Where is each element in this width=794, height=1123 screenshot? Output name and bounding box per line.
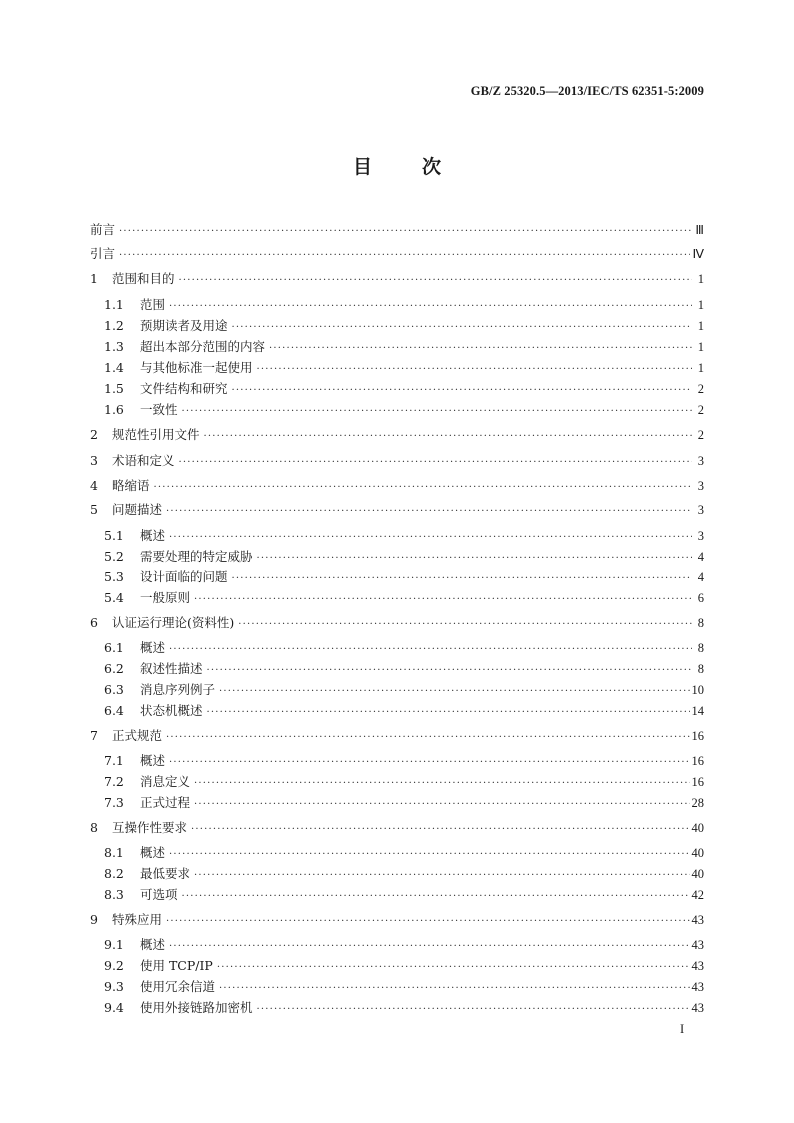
toc-entry-label: 前言 — [90, 222, 116, 237]
toc-entry-number: 6 — [90, 615, 98, 630]
toc-entry-number: 6.4 — [104, 703, 124, 718]
toc-entry-label: 一致性 — [140, 402, 178, 417]
toc-entry-label: 文件结构和研究 — [140, 381, 228, 396]
toc-entry[interactable] — [90, 613, 704, 633]
toc-entry-number: 7.1 — [104, 753, 124, 768]
toc-entry-label: 与其他标准一起使用 — [140, 360, 253, 375]
toc-entry-number: 7 — [90, 728, 98, 743]
toc-entry-page: 28 — [691, 796, 704, 810]
toc-entry-page: 3 — [697, 454, 704, 468]
toc-dot-leader — [219, 979, 689, 999]
toc-dot-leader — [238, 615, 692, 635]
toc-dot-leader — [207, 661, 692, 681]
toc-entry-page: 40 — [691, 846, 704, 860]
toc-entry-label: 概述 — [140, 937, 166, 952]
toc-entry[interactable] — [90, 451, 704, 471]
toc-entry[interactable] — [90, 726, 704, 746]
toc-entry[interactable] — [90, 269, 704, 289]
toc-dot-leader — [232, 381, 692, 401]
toc-entry-number: 6.2 — [104, 661, 124, 676]
toc-entry-page: 4 — [697, 550, 704, 564]
toc-entry-page: 8 — [697, 641, 704, 655]
toc-entry-label: 互操作性要求 — [112, 820, 188, 835]
page-title — [0, 152, 794, 179]
toc-entry[interactable] — [90, 244, 704, 264]
toc-entry-number: 5.2 — [104, 549, 124, 564]
toc-entry-number: 1.1 — [104, 297, 124, 312]
toc-entry-page: 1 — [697, 319, 704, 333]
toc-entry-number: 1 — [90, 271, 98, 286]
toc-entry[interactable] — [90, 843, 704, 863]
toc-dot-leader — [169, 297, 692, 317]
toc-entry[interactable] — [90, 885, 704, 905]
toc-entry-number: 6.1 — [104, 640, 124, 655]
toc-entry-label: 概述 — [140, 528, 166, 543]
toc-dot-leader — [191, 820, 689, 840]
toc-dot-leader — [232, 569, 692, 589]
toc-dot-leader — [169, 937, 689, 957]
toc-entry-label: 超出本部分范围的内容 — [140, 339, 266, 354]
toc-entry[interactable] — [90, 295, 704, 315]
toc-entry-number: 4 — [90, 478, 98, 493]
toc-entry-label: 一般原则 — [140, 590, 191, 605]
toc-dot-leader — [154, 478, 692, 498]
toc-entry-page: 3 — [697, 479, 704, 493]
title-char-2: 次 — [422, 156, 442, 178]
toc-entry-number: 9.3 — [104, 979, 124, 994]
toc-entry[interactable] — [90, 500, 704, 520]
toc-entry-page: 16 — [691, 754, 704, 768]
toc-dot-leader — [179, 271, 692, 291]
toc-entry-label: 略缩语 — [112, 478, 150, 493]
toc-entry-label: 消息序列例子 — [140, 682, 216, 697]
toc-entry[interactable] — [90, 956, 704, 976]
toc-entry-label: 认证运行理论(资料性) — [112, 615, 235, 630]
toc-entry[interactable] — [90, 547, 704, 567]
toc-entry-page: 2 — [697, 428, 704, 442]
toc-entry-page: Ⅳ — [692, 247, 704, 261]
toc-entry-label: 叙述性描述 — [140, 661, 203, 676]
toc-dot-leader — [194, 795, 689, 815]
toc-entry-number: 9.4 — [104, 1000, 124, 1015]
toc-entry-number: 1.4 — [104, 360, 124, 375]
toc-entry[interactable] — [90, 910, 704, 930]
toc-entry-label: 正式过程 — [140, 795, 191, 810]
toc-dot-leader — [169, 753, 689, 773]
toc-dot-leader — [166, 728, 689, 748]
toc-entry-number: 9.2 — [104, 958, 124, 973]
toc-entry-number: 1.2 — [104, 318, 124, 333]
toc-entry-number: 7.2 — [104, 774, 124, 789]
toc-entry[interactable] — [90, 400, 704, 420]
toc-entry-label: 预期读者及用途 — [140, 318, 228, 333]
page-number: I — [680, 1022, 685, 1036]
toc-entry-label: 使用 TCP/IP — [140, 958, 213, 973]
toc-entry[interactable] — [90, 818, 704, 838]
toc-entry-page: 40 — [691, 821, 704, 835]
toc-entry-number: 9.1 — [104, 937, 124, 952]
toc-entry-label: 概述 — [140, 753, 166, 768]
toc-entry[interactable] — [90, 476, 704, 496]
toc-entry-page: 43 — [691, 913, 704, 927]
toc-dot-leader — [194, 590, 692, 610]
toc-entry-page: 42 — [691, 888, 704, 902]
toc-entry-label: 消息定义 — [140, 774, 191, 789]
toc-entry-page: 4 — [697, 570, 704, 584]
toc-entry-label: 设计面临的问题 — [140, 569, 228, 584]
toc-entry[interactable] — [90, 935, 704, 955]
toc-entry-number: 1.5 — [104, 381, 124, 396]
toc-entry-label: 使用外接链路加密机 — [140, 1000, 253, 1015]
toc-dot-leader — [166, 502, 692, 522]
toc-entry-label: 使用冗余信道 — [140, 979, 216, 994]
toc-entry-page: 43 — [691, 938, 704, 952]
toc-entry-page: 2 — [697, 403, 704, 417]
toc-entry[interactable] — [90, 358, 704, 378]
toc-entry-page: 1 — [697, 272, 704, 286]
toc-dot-leader — [217, 958, 690, 978]
toc-dot-leader — [257, 360, 692, 380]
toc-entry-number: 5.4 — [104, 590, 124, 605]
toc-entry-page: 16 — [691, 775, 704, 789]
toc-dot-leader — [207, 703, 690, 723]
toc-entry-page: 6 — [697, 591, 704, 605]
toc-entry-page: 43 — [691, 980, 704, 994]
toc-entry-label: 特殊应用 — [112, 912, 163, 927]
toc-entry-label: 最低要求 — [140, 866, 191, 881]
toc-entry-page: 3 — [697, 503, 704, 517]
toc-dot-leader — [119, 222, 692, 242]
toc-entry-number: 8.2 — [104, 866, 124, 881]
toc-dot-leader — [182, 887, 690, 907]
toc-entry-page: 1 — [697, 361, 704, 375]
toc-entry[interactable] — [90, 588, 704, 608]
toc-entry-page: Ⅲ — [695, 223, 704, 237]
toc-entry[interactable] — [90, 772, 704, 792]
toc-entry-number: 9 — [90, 912, 98, 927]
toc-dot-leader — [169, 640, 692, 660]
toc-dot-leader — [169, 528, 692, 548]
toc-entry-number: 3 — [90, 453, 98, 468]
toc-entry-number: 5 — [90, 502, 98, 517]
toc-entry-page: 8 — [697, 616, 704, 630]
toc-dot-leader — [269, 339, 692, 359]
toc-entry-page: 3 — [697, 529, 704, 543]
toc-entry-number: 5.1 — [104, 528, 124, 543]
toc-entry-label: 正式规范 — [112, 728, 163, 743]
toc-dot-leader — [194, 866, 689, 886]
toc-entry-page: 14 — [691, 704, 704, 718]
toc-entry-label: 范围和目的 — [112, 271, 175, 286]
toc-entry-page: 8 — [697, 662, 704, 676]
toc-entry-page: 16 — [691, 729, 704, 743]
toc-entry-label: 需要处理的特定威胁 — [140, 549, 253, 564]
toc-entry[interactable] — [90, 526, 704, 546]
toc-entry-page: 43 — [691, 1001, 704, 1015]
toc-entry[interactable] — [90, 793, 704, 813]
toc-entry-page: 2 — [697, 382, 704, 396]
toc-entry-label: 范围 — [140, 297, 166, 312]
toc-dot-leader — [169, 845, 689, 865]
title-char-1: 目 — [352, 156, 372, 178]
toc-entry-label: 概述 — [140, 845, 166, 860]
toc-entry-label: 规范性引用文件 — [112, 427, 200, 442]
toc-entry-number: 8 — [90, 820, 98, 835]
toc-entry[interactable] — [90, 659, 704, 679]
toc-dot-leader — [179, 453, 692, 473]
toc-dot-leader — [232, 318, 692, 338]
toc-entry-label: 术语和定义 — [112, 453, 175, 468]
toc-entry-page: 43 — [691, 959, 704, 973]
toc-entry-number: 1.3 — [104, 339, 124, 354]
toc-entry[interactable] — [90, 751, 704, 771]
toc-entry[interactable] — [90, 977, 704, 997]
toc-dot-leader — [257, 549, 692, 569]
toc-entry[interactable] — [90, 337, 704, 357]
toc-dot-leader — [257, 1000, 690, 1020]
toc-entry-number: 8.1 — [104, 845, 124, 860]
toc-entry-number: 7.3 — [104, 795, 124, 810]
toc-entry-page: 1 — [697, 298, 704, 312]
toc-entry-label: 引言 — [90, 246, 116, 261]
toc-dot-leader — [204, 427, 692, 447]
toc-dot-leader — [182, 402, 692, 422]
toc-entry-number: 6.3 — [104, 682, 124, 697]
toc-entry[interactable] — [90, 220, 704, 240]
toc-entry[interactable] — [90, 701, 704, 721]
toc-dot-leader — [194, 774, 689, 794]
toc-entry[interactable] — [90, 680, 704, 700]
toc-entry[interactable] — [90, 567, 704, 587]
toc-entry[interactable] — [90, 998, 704, 1018]
toc-dot-leader — [119, 246, 690, 266]
toc-entry[interactable] — [90, 316, 704, 336]
toc-entry-number: 2 — [90, 427, 98, 442]
toc-entry[interactable] — [90, 864, 704, 884]
toc-dot-leader — [166, 912, 689, 932]
toc-entry[interactable] — [90, 638, 704, 658]
standard-code: GB/Z 25320.5—2013/IEC/TS 62351-5:2009 — [470, 84, 704, 98]
toc-entry-label: 可选项 — [140, 887, 178, 902]
toc-entry-label: 状态机概述 — [140, 703, 203, 718]
toc-entry-page: 1 — [697, 340, 704, 354]
toc-entry-number: 1.6 — [104, 402, 124, 417]
toc-entry[interactable] — [90, 425, 704, 445]
toc-entry-page: 10 — [691, 683, 704, 697]
toc-entry-label: 概述 — [140, 640, 166, 655]
toc-entry[interactable] — [90, 379, 704, 399]
toc-entry-number: 8.3 — [104, 887, 124, 902]
toc-dot-leader — [219, 682, 689, 702]
toc-entry-label: 问题描述 — [112, 502, 163, 517]
toc-entry-number: 5.3 — [104, 569, 124, 584]
toc-entry-page: 40 — [691, 867, 704, 881]
